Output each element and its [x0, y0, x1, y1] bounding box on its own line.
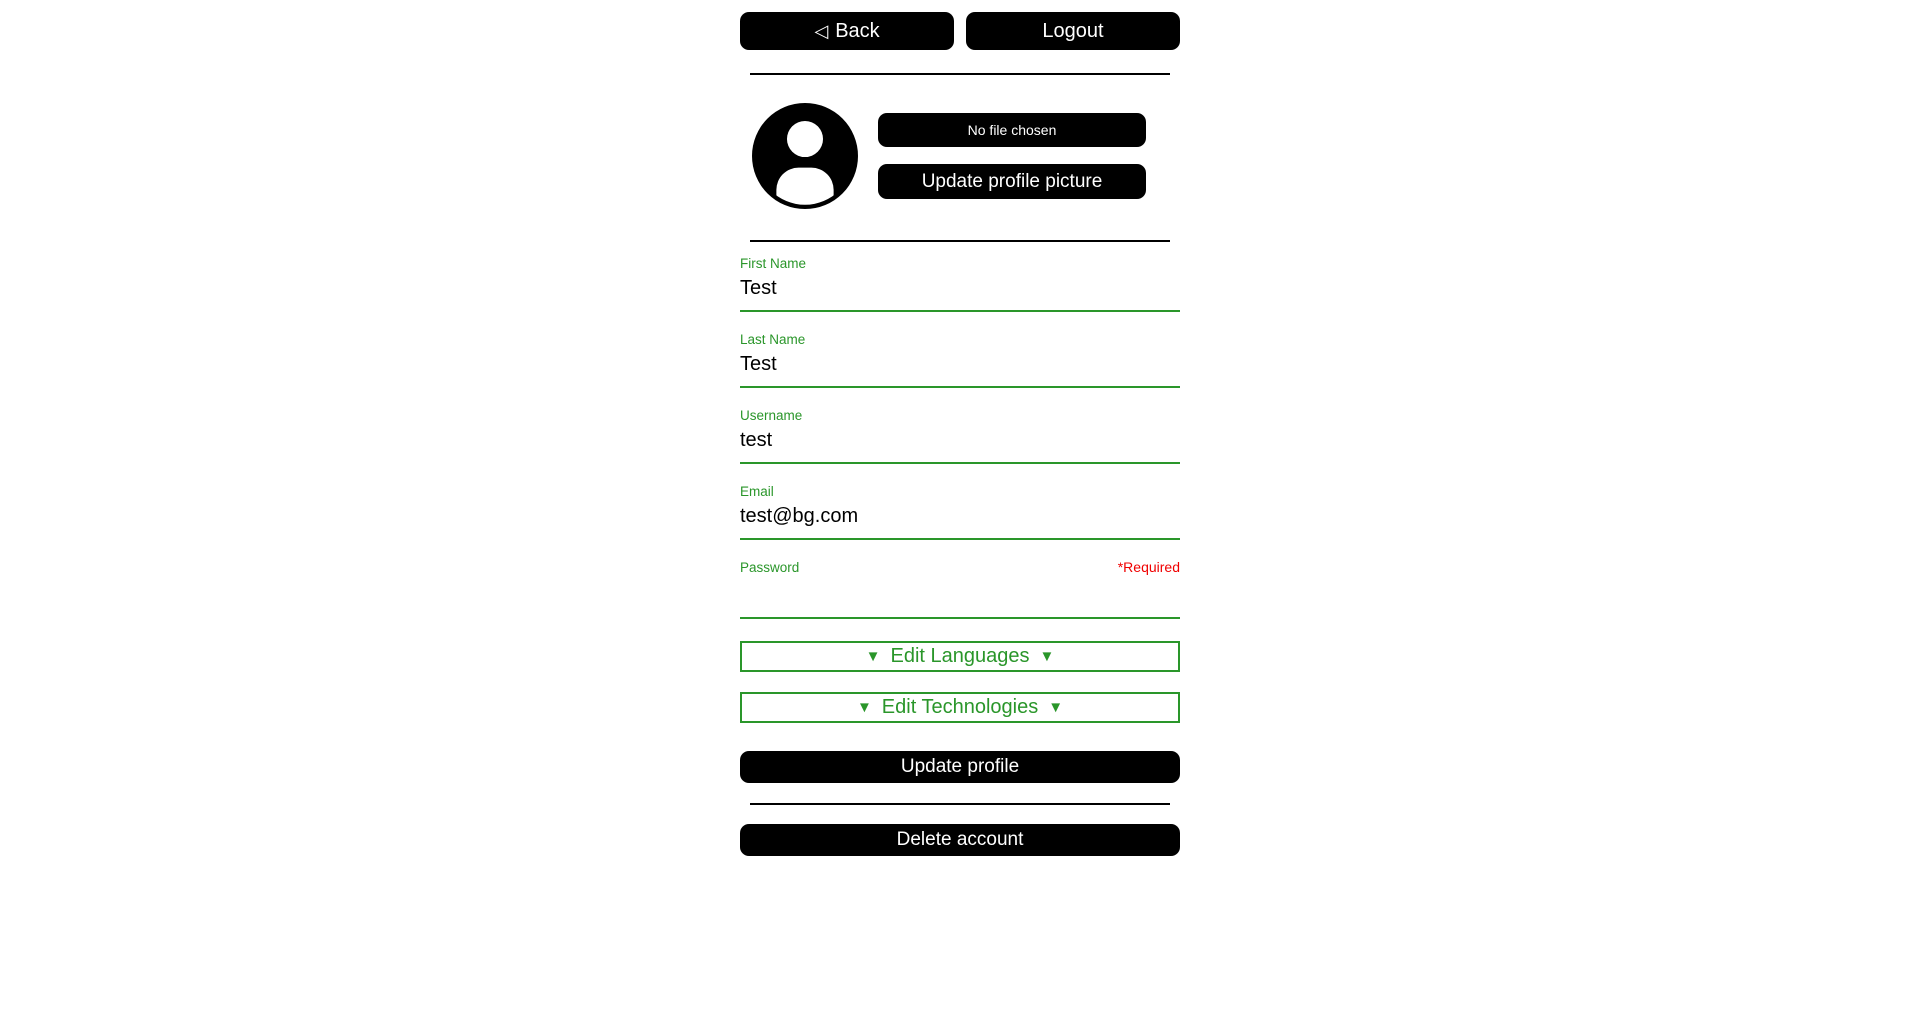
first-name-label: First Name [740, 256, 807, 271]
avatar-icon [752, 103, 858, 209]
update-picture-button[interactable]: Update profile picture [878, 164, 1146, 199]
profile-picture-section [740, 103, 1180, 209]
password-required-note: *Required [1117, 559, 1180, 575]
back-button[interactable] [740, 12, 954, 50]
divider-danger [750, 803, 1170, 805]
top-button-row [740, 12, 1180, 50]
first-name-field [740, 255, 1180, 312]
file-input-status[interactable]: No file chosen [878, 113, 1146, 147]
delete-account-button[interactable]: Delete account [740, 824, 1180, 856]
last-name-input[interactable] [740, 348, 1180, 388]
password-input[interactable] [740, 576, 1180, 619]
profile-page [740, 0, 1180, 856]
divider-picture [750, 240, 1170, 242]
email-input[interactable] [740, 500, 1180, 540]
username-label: Username [740, 408, 803, 423]
edit-languages-label: Edit Languages [890, 645, 1030, 667]
back-button-label: Back [835, 19, 880, 42]
chevron-down-icon: ▼ [865, 648, 881, 665]
username-input[interactable] [740, 424, 1180, 464]
chevron-down-icon: ▼ [856, 699, 872, 716]
picture-controls [878, 113, 1146, 199]
first-name-input[interactable] [740, 272, 1180, 312]
profile-form [740, 255, 1180, 783]
logout-button-label: Logout [1042, 19, 1104, 42]
back-arrow-icon: ◁ [814, 20, 829, 41]
last-name-field [740, 331, 1180, 388]
password-field [740, 559, 1180, 619]
logout-button[interactable] [966, 12, 1180, 50]
divider-top [750, 73, 1170, 75]
edit-technologies-button[interactable] [740, 692, 1180, 723]
username-field [740, 407, 1180, 464]
update-profile-button[interactable]: Update profile [740, 751, 1180, 783]
edit-languages-button[interactable] [740, 641, 1180, 672]
chevron-down-icon: ▼ [1048, 699, 1064, 716]
email-field [740, 483, 1180, 540]
password-label: Password [740, 560, 800, 575]
chevron-down-icon: ▼ [1039, 648, 1055, 665]
email-label: Email [740, 484, 774, 499]
edit-technologies-label: Edit Technologies [881, 696, 1039, 718]
last-name-label: Last Name [740, 332, 806, 347]
